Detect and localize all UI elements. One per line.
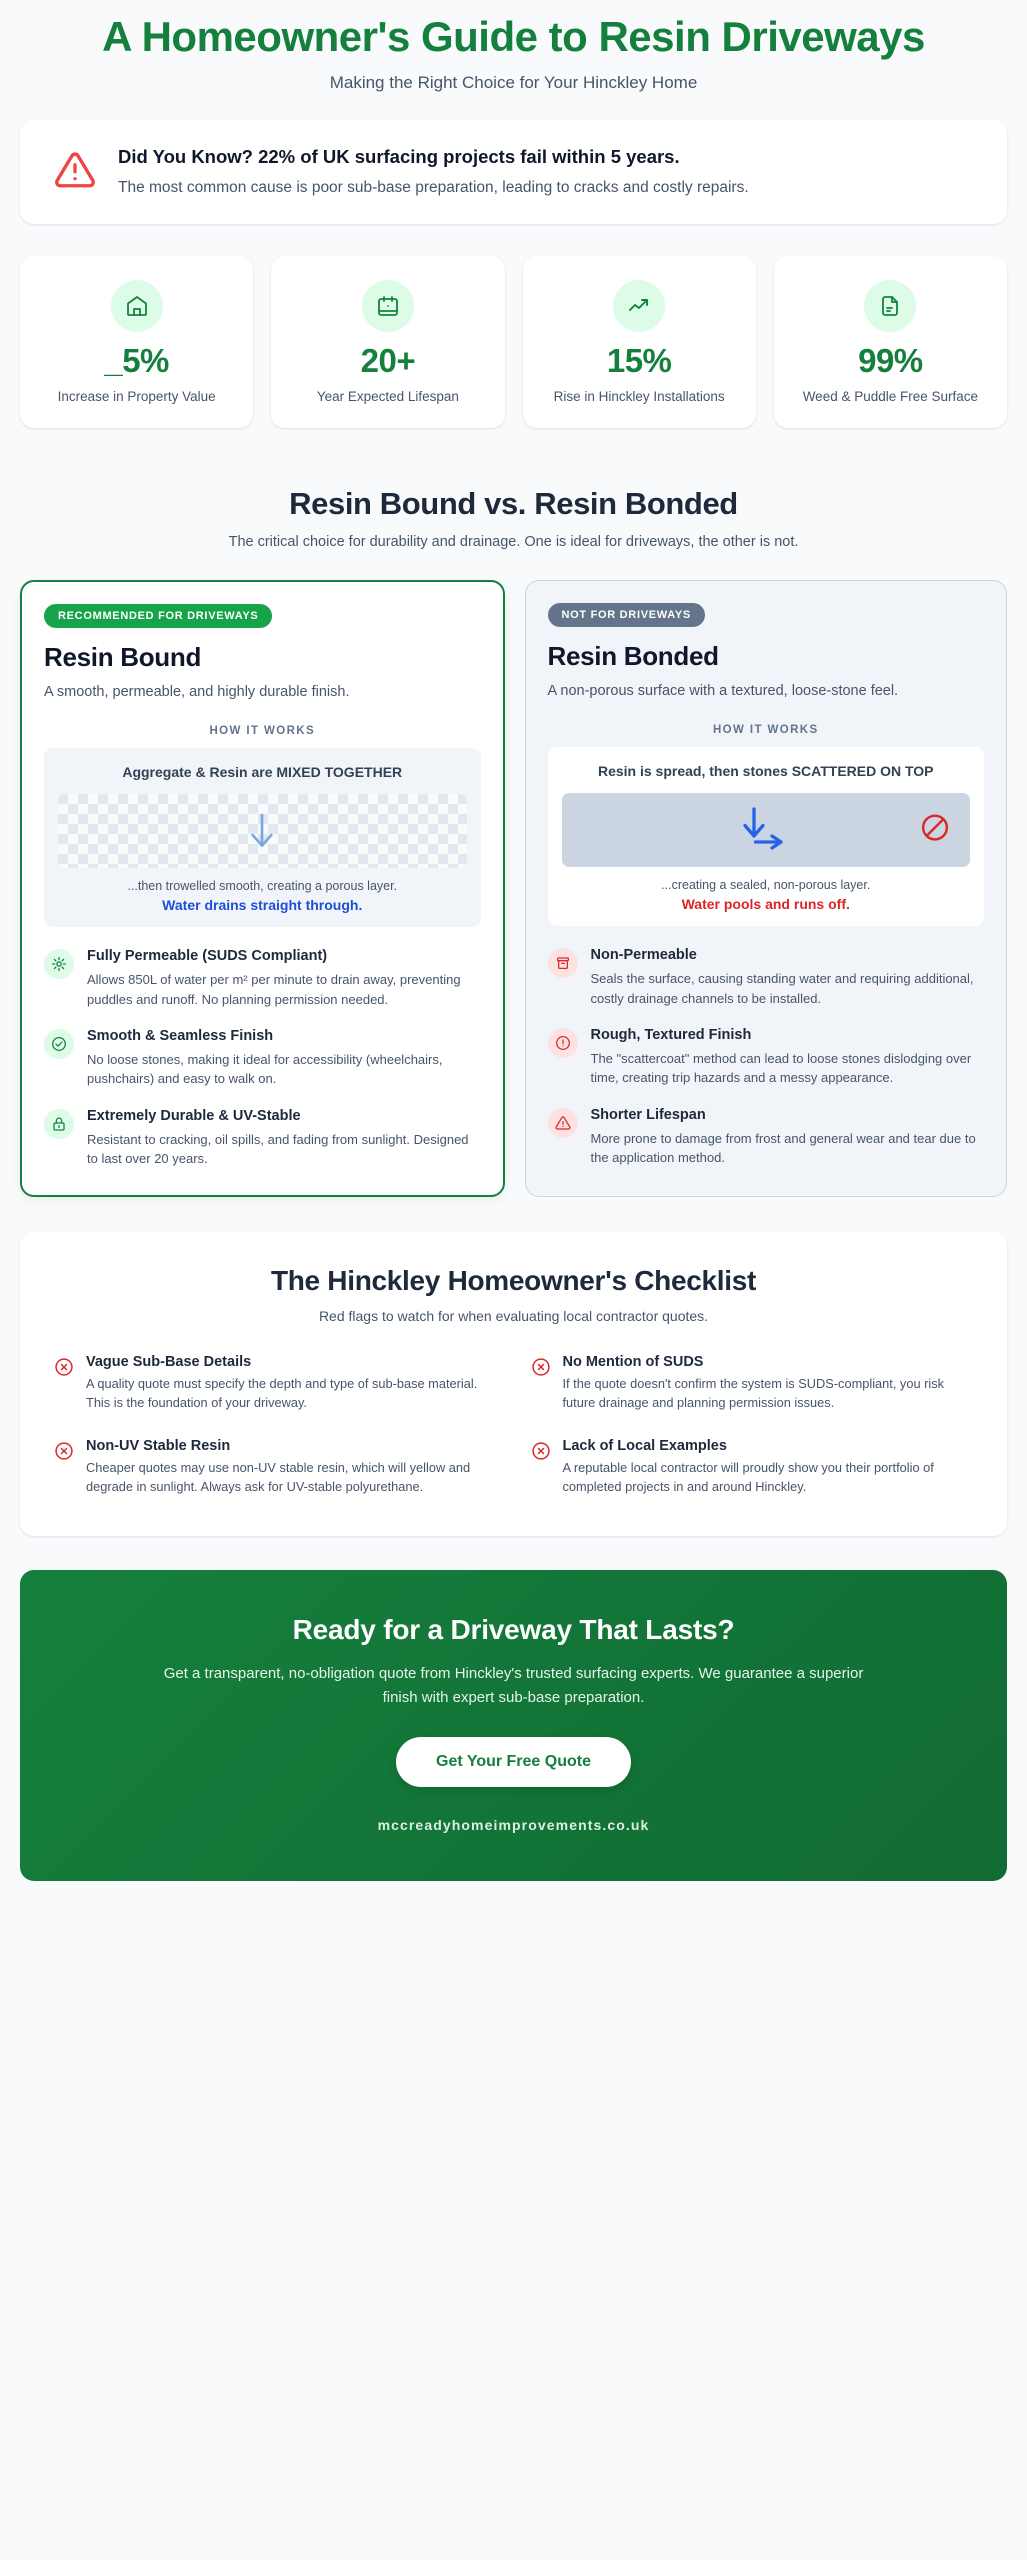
page-subtitle: Making the Right Choice for Your Hinckley Home: [329, 73, 698, 93]
get-free-quote-button[interactable]: Get Your Free Quote: [396, 1737, 631, 1787]
diagram-result: Water pools and runs off.: [681, 896, 850, 913]
x-circle-icon: [531, 1357, 551, 1382]
check-circle-icon: [44, 1029, 74, 1059]
stat-value: 20+: [360, 342, 416, 380]
feature-body: [591, 1106, 985, 1168]
porous-layer-graphic: [58, 794, 467, 868]
checklist-text: A quality quote must specify the depth and type of sub-base material. This is the foundation of your driveway.: [86, 1375, 478, 1410]
checklist-subheading: Red flags to watch for when evaluating local contractor quotes.: [318, 1307, 709, 1324]
stat-card-property-value: [20, 256, 253, 428]
stats-row: [20, 256, 1007, 428]
warning-triangle-icon: [548, 1108, 578, 1138]
checklist-item: [54, 1354, 497, 1412]
comparison-section-header: [10, 486, 1017, 550]
not-recommended-badge: NOT FOR DRIVEWAYS: [548, 603, 705, 627]
stat-value: _5%: [104, 342, 169, 380]
droplet-permeable-icon: [44, 949, 74, 979]
home-icon: [111, 280, 163, 332]
did-you-know-alert: [20, 119, 1007, 224]
lock-icon: [44, 1109, 74, 1139]
company-website-url[interactable]: mccreadyhomeimprovements.co.uk: [377, 1816, 650, 1833]
checklist-section: [20, 1231, 1007, 1537]
resin-bound-card: [20, 580, 505, 1196]
cta-heading: Ready for a Driveway That Lasts?: [292, 1614, 735, 1646]
stat-card-lifespan: [271, 256, 504, 428]
document-icon: [864, 280, 916, 332]
alert-circle-icon: [548, 1028, 578, 1058]
stat-value: 15%: [606, 342, 672, 380]
feature-body: [87, 1107, 481, 1169]
feature-item: [44, 1027, 481, 1089]
resin-bonded-card: [525, 580, 1008, 1196]
feature-title: Smooth & Seamless Finish: [87, 1028, 274, 1045]
feature-text: Seals the surface, causing standing water and requiring additional, costly drainage channels to be installed.: [590, 971, 974, 1006]
feature-text: The "scattercoat" method can lead to loose stones dislodging over time, creating trip hazards and a messy appearance.: [590, 1050, 972, 1086]
feature-item: [44, 1107, 481, 1169]
feature-body: [591, 946, 985, 1008]
x-circle-icon: [54, 1441, 74, 1466]
resin-bound-title: Resin Bound: [44, 642, 202, 673]
diagram-title: Aggregate & Resin are MIXED TOGETHER: [122, 764, 403, 781]
alert-text: The most common cause is poor sub-base preparation, leading to cracks and costly repairs.: [118, 179, 749, 197]
checklist-title: Vague Sub-Base Details: [86, 1353, 252, 1370]
feature-title: Shorter Lifespan: [590, 1106, 706, 1123]
comparison-subheading: The critical choice for durability and drainage. One is ideal for driveways, the other is not.: [228, 534, 799, 551]
warning-triangle-icon: [46, 143, 96, 196]
stat-label: Increase in Property Value: [57, 389, 216, 405]
resin-bound-features: [44, 947, 481, 1169]
checklist-item: [531, 1438, 974, 1496]
checklist-text: Cheaper quotes may use non-UV stable resin, which will yellow and degrade in sunlight. Always ask for UV-stable polyurethane.: [86, 1460, 471, 1495]
cta-text: Get a transparent, no-obligation quote from Hinckley's trusted surfacing experts. We guarantee a superior finish with expert sub-base preparation.: [163, 1665, 864, 1706]
stat-label: Year Expected Lifespan: [316, 389, 459, 405]
diagram-result: Water drains straight through.: [162, 897, 363, 914]
resin-bonded-title: Resin Bonded: [547, 641, 719, 672]
checklist-title: Non-UV Stable Resin: [86, 1438, 231, 1455]
runoff-arrow-icon: [562, 793, 971, 867]
diagram-title: Resin is spread, then stones SCATTERED ON TOP: [597, 763, 934, 780]
stat-label: Weed & Puddle Free Surface: [802, 389, 979, 405]
how-it-works-label: HOW IT WORKS: [209, 725, 316, 738]
feature-text: Allows 850L of water per m² per minute to drain away, preventing puddles and runoff. No planning permission needed.: [87, 972, 461, 1007]
no-entry-icon: [920, 813, 950, 848]
checklist-heading: The Hinckley Homeowner's Checklist: [270, 1264, 757, 1296]
feature-text: No loose stones, making it ideal for accessibility (wheelchairs, pushchairs) and easy to walk on.: [87, 1051, 443, 1087]
recommended-badge: RECOMMENDED FOR DRIVEWAYS: [44, 604, 272, 628]
calendar-icon: [362, 280, 414, 332]
resin-bonded-diagram: [548, 747, 985, 926]
feature-text: Resistant to cracking, oil spills, and fading from sunlight. Designed to last over 20 years.: [87, 1131, 469, 1167]
checklist-title: Lack of Local Examples: [562, 1438, 727, 1455]
stat-card-installations: [523, 256, 756, 428]
checklist-body: [86, 1354, 497, 1412]
comparison-cards: [20, 580, 1007, 1196]
diagram-note: ...creating a sealed, non-porous layer.: [661, 878, 871, 893]
checklist-text: A reputable local contractor will proudly show you their portfolio of completed projects in and around Hinckley.: [562, 1460, 934, 1495]
checklist-body: [563, 1438, 974, 1496]
resin-bound-description: A smooth, permeable, and highly durable finish.: [44, 684, 350, 701]
checklist-grid: [54, 1354, 973, 1497]
cta-section: [20, 1570, 1007, 1881]
feature-body: [591, 1026, 985, 1088]
feature-title: Fully Permeable (SUDS Compliant): [87, 948, 328, 965]
feature-title: Non-Permeable: [590, 947, 697, 964]
checklist-title: No Mention of SUDS: [562, 1353, 704, 1370]
diagram-note: ...then trowelled smooth, creating a porous layer.: [127, 879, 398, 894]
checklist-item: [54, 1438, 497, 1496]
feature-item: [548, 1106, 985, 1168]
resin-bonded-description: A non-porous surface with a textured, loose-stone feel.: [547, 683, 899, 700]
page-title: A Homeowner's Guide to Resin Driveways: [102, 13, 925, 60]
checklist-text: If the quote doesn't confirm the system is SUDS-compliant, you risk future drainage and planning permission issues.: [562, 1375, 945, 1410]
stat-card-weed-free: [774, 256, 1007, 428]
checklist-item: [531, 1354, 974, 1412]
alert-title: Did You Know? 22% of UK surfacing projects fail within 5 years.: [118, 146, 680, 168]
feature-title: Rough, Textured Finish: [590, 1027, 752, 1044]
page-header: [10, 0, 1017, 119]
stat-label: Rise in Hinckley Installations: [553, 389, 725, 405]
resin-bonded-features: [548, 946, 985, 1168]
feature-body: [87, 947, 481, 1009]
checklist-body: [563, 1354, 974, 1412]
stat-value: 99%: [858, 342, 923, 380]
feature-title: Extremely Durable & UV-Stable: [87, 1107, 301, 1124]
alert-body: [118, 143, 749, 200]
down-arrow-icon: [58, 794, 467, 868]
feature-body: [87, 1027, 481, 1089]
x-circle-icon: [54, 1357, 74, 1382]
resin-bound-diagram: [44, 748, 481, 927]
how-it-works-label: HOW IT WORKS: [712, 724, 819, 737]
checklist-body: [86, 1438, 497, 1496]
feature-text: More prone to damage from frost and general wear and tear due to the application method.: [590, 1130, 976, 1166]
sealed-layer-graphic: [562, 793, 971, 867]
feature-item: [548, 1026, 985, 1088]
x-circle-icon: [531, 1441, 551, 1466]
sealed-container-icon: [548, 948, 578, 978]
comparison-heading: Resin Bound vs. Resin Bonded: [289, 486, 738, 522]
feature-item: [44, 947, 481, 1009]
feature-item: [548, 946, 985, 1008]
trending-up-icon: [613, 280, 665, 332]
